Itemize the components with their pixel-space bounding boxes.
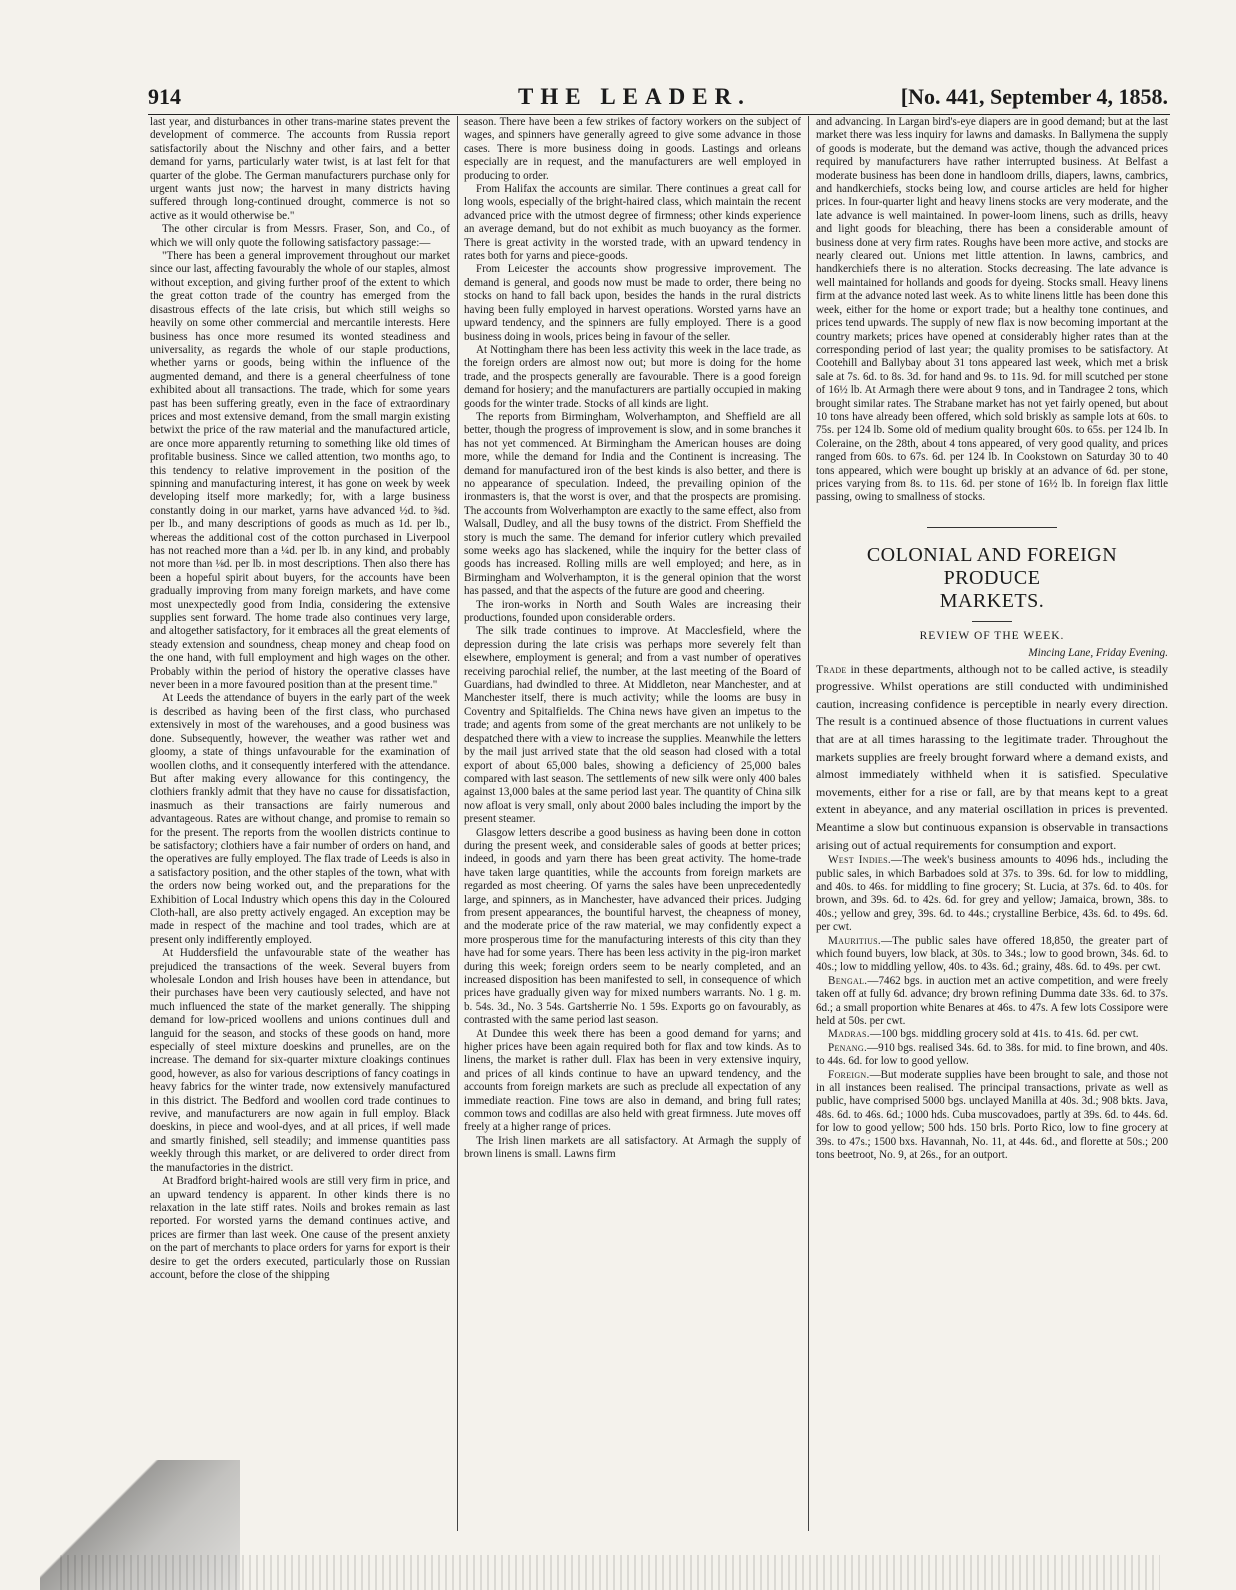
paragraph: The reports from Birmingham, Wolverhampton, and Sheffield are all better, though the progress of improvement is slow, and in some branches it has not yet commenced. At Birmingham the American houses are doing more, while the demand for India and the Continent is increasing. The demand for manufactured iron of the best kinds is also better, and there is no appearance of speculation. Indeed, the prevailing opinion of the ironmasters is, that the worst is over, and that the prospects are promising. The accounts from Wolverhampton are exactly to the same effect, also from Walsall, Dudley, and all the busy towns of the district. From Sheffield the story is much the same. The demand for inferior cutlery which prevailed some weeks ago has slackened, while the inquiry for the better class of goods has increased. Rolling mills are well employed; and here, as in Birmingham and Wolverhampton, it is the general opinion that the worst has passed, and that the aspects of the future are good and cheering. (464, 410, 801, 598)
page-number: 914 (148, 84, 181, 109)
market-paragraph (816, 975, 1168, 1029)
market-lead: Madras. (828, 1028, 870, 1041)
paragraph: At Dundee this week there has been a good demand for yarns; and higher prices have been again required both for flax and tow kinds. As to linens, the market is rather dull. Flax has been in very extensive inquiry, and prices of all kinds continue to have an upward tendency, and the accounts from foreign markets are such as preclude all expectation of any immediate reaction. Fine tows are also in demand, and bring full rates; common tows and codillas are also held with great firmness. Jute moves off freely at a higher range of prices. (464, 1027, 801, 1134)
header-rule (148, 114, 1170, 115)
page-header (148, 84, 1168, 114)
section-title (816, 544, 1168, 613)
review-lead: Trade (816, 661, 847, 676)
section-separator (927, 527, 1057, 528)
paragraph: last year, and disturbances in other trans-marine states prevent the development of commerce. The accounts from Russia report satisfactorily about the Nischny and other fairs, and a better demand for yarns, particularly water twist, is at last felt for that quarter of the globe. The German manufacturers purchase only for urgent wants just now; the harvest in many districts having suffered through long-continued drought, commerce is not so active as it would otherwise be." (150, 116, 450, 222)
paragraph: At Nottingham there has been less activity this week in the lace trade, as the foreign orders are almost now out; but more is doing for the home trade, and the prospects generally are favourable. There is a good foreign demand for hosiery; and the manufacturers are partially occupied in making goods for the winter trade. Stocks of all kinds are light. (464, 343, 801, 410)
paragraph: season. There have been a few strikes of factory workers on the subject of wages, and spinners have generally agreed to give some advance in those cases. There is more business doing in goods. Lastings and orleans especially are in request, and the manufacturers are well employed in producing to order. (464, 116, 801, 182)
paragraph: From Halifax the accounts are similar. There continues a great call for long wools, especially of the bright-haired class, which maintain the recent advanced price with the utmost degree of firmness; other kinds experience an average demand, but do not exhibit as much buoyancy as the former. There is great activity in the worsted trade, with an upward tendency in rates both for yarns and piece-goods. (464, 183, 801, 263)
market-body: —100 bgs. middling grocery sold at 41s. to 41s. 6d. per cwt. (869, 1028, 1139, 1041)
paragraph: and advancing. In Largan bird's-eye diapers are in good demand; but at the last market there was less inquiry for lawns and damasks. In Ballymena the supply of goods is moderate, but the demand was active, though the advanced prices required by manufacturers have rather interrupted business. At Belfast a moderate business has been done in handloom drills, diapers, lawns, cambrics, and handkerchiefs, stocks being low, and course articles are held for higher prices. In four-quarter light and heavy linens stocks are very moderate, and the late advance is well maintained. In power-loom linens, such as drills, heavy and light goods for bleaching, there has been a considerable amount of business done at very firm rates. Roughs have been more active, and stocks are nearly cleared out. Unions met little attention. In lawns, cambrics, and handkerchiefs there is no alteration. Stocks decreasing. The late advance is well maintained for hollands and goods for dyeing. Stocks small. Heavy linens firm at the advance noted last week. As to white linens little has been done this week, either for the home or export trade; but a healthy tone continues, and prices tend upwards. The supply of new flax is now becoming important at the country markets; prices have opened at considerably higher rates than at the corresponding period of last year; the quality promises to be satisfactory. At Cootehill and Ballybay about 31 tons appeared last week, which met a brisk sale at 7s. 6d. to 8s. 3d. for hand and 9s. to 11s. 9d. for mill scutched per stone of 16½ lb. At Armagh there were about 9 tons, and in Tandragee 2 tons, which brought similar rates. The Strabane market has not yet fairly opened, but about 10 tons have already been offered, which sold briskly as sample lots at 60s. to 75s. per 124 lb. Some old of medium quality brought 60s. to 65s. per 124 lb. In Coleraine, on the 28th, about 4 tons appeared, of very good quality, and prices ranged from 60s. to 67s. 6d. per 124 lb. In Cookstown on Saturday 30 to 40 tons appeared, which were bought up briskly at an advance of 6d. per stone, prices varying from 8s. to 11s. 6d. per stone of 16½ lb. In foreign flax little passing, owing to smallness of stocks. (816, 116, 1168, 504)
paragraph: From Leicester the accounts show progressive improvement. The demand is general, and goods now must be made to order, there being no stocks on hand to fall back upon, besides the hands in the rural districts having been fully employed in harvest operations. Worsted yarns have an upward tendency, and the spinners are fully employed. There is a good business doing in wools, prices being in favour of the seller. (464, 263, 801, 343)
market-body: —The week's business amounts to 4096 hds., including the public sales, in which Barbadoes sold at 37s. to 39s. 6d. for low to middling, and 40s. to 46s. for middling to fine grocery; St. Lucia, at 37s. 6d. to 40s. for brown, and 39s. 6d. to 42s. 6d. for grey and yellow; Jamaica, brown, 38s. to 40s.; yellow and grey, 39s. 6d. to 44s.; crystalline Berbice, 43s. 6d. to 49s. 6d. per cwt. (816, 854, 1168, 934)
market-paragraph (816, 935, 1168, 975)
masthead-title: THE LEADER. (518, 84, 751, 109)
market-body: —But moderate supplies have been brought to sale, and those not in all instances been realised. The principal transactions, private as well as public, have comprised 5000 bgs. unclayed Manilla at 40s. 3d.; 908 bkts. Java, 48s. 6d. to 46s. 6d.; 1000 hds. Cuba muscovadoes, partly at 39s. 6d. to 44s. 6d. for low to good yellow; 500 hds. 150 brls. Porto Rico, low to fine grocery at 39s. to 47s.; 1500 bxs. Havannah, No. 11, at 44s. 6d., and florette at 50s.; 200 tons beetroot, No. 9, at 26s., for an outport. (816, 1068, 1168, 1162)
paragraph: The Irish linen markets are all satisfactory. At Armagh the supply of brown linens is small. Lawns firm (464, 1134, 801, 1161)
market-body: —910 bgs. realised 34s. 6d. to 38s. for mid. to fine brown, and 40s. to 44s. 6d. for low to good yellow. (816, 1041, 1168, 1068)
market-paragraph (816, 1042, 1168, 1069)
section-title-line-1: COLONIAL AND FOREIGN PRODUCE (866, 543, 1118, 589)
paragraph: Glasgow letters describe a good business as having been done in cotton during the present week, and considerable sales of goods at better prices; indeed, in goods and yarn there has been great activity. The home-trade have taken large quantities, while the accounts from foreign markets are regarded as most cheering. Of yarns the sales have been unprecedentedly large, and spinners, as in Manchester, have advanced their prices. Judging from present appearances, the bountiful harvest, the cheapness of money, and the moderate price of the raw material, we may confidently expect a more prosperous time for the manufacturing interests of this city than they have had for some years. There has been less activity in the pig-iron market during this week; foreign orders seem to be nearly completed, and an increased disposition has been manifested to sell, in consequence of which prices have gradually given way for mixed numbers warrants. No. 1 g. m. b. 54s. 3d., No. 3 54s. Gartsherrie No. 1 59s. Exports go on favourably, as contrasted with the same period last season. (464, 826, 801, 1027)
market-paragraph (816, 1069, 1168, 1163)
paragraph: At Bradford bright-haired wools are still very firm in price, and an upward tendency is apparent. In other kinds there is no relaxation in the late stiff rates. Noils and brokes remain as last reported. For worsted yarns the demand continues active, and prices are firmer than last week. One cause of the present anxiety on the part of merchants to place orders for yarns for export is their desire to get the orders executed, particularly those on Russian account, before the close of the shipping (150, 1175, 450, 1281)
section-title-line-2: MARKETS. (939, 589, 1045, 612)
review-body: in these departments, although not to be called active, is steadily progressive. Whilst operations are still conducted with undiminished caution, increasing confidence is perceptible in nearly every direction. The result is a continued absence of those fluctuations in current values that are at all times harassing to the legitimate trader. Throughout the markets supplies are freely brought forward where a demand exists, and almost immediately withheld when it is satisfied. Speculative movements, either for a rise or fall, are by that means kept to a great extent in abeyance, and any material oscillation in prices is prevented. Meantime a slow but continuous expansion is observable in transactions arising out of actual requirements for consumption and export. (816, 661, 1168, 852)
issue-line: [No. 441, September 4, 1858. (900, 84, 1168, 109)
market-lead: Bengal. (828, 974, 868, 987)
market-lead: Foreign. (828, 1068, 870, 1081)
column-divider-1 (457, 116, 458, 1531)
paragraph: "There has been a general improvement throughout our market since our last, affecting favourably the whole of our staples, almost without exception, and giving further proof of the extent to which the great cotton trade of the country has emerged from the disastrous effects of the late crisis, but which still weighs so heavily on some other commercial and mercantile interests. Here business has once more resumed its wonted steadiness and universality, as regards the whole of our staple productions, whether yarns or goods, being within the influence of the augmented demand, and there is a general cheerfulness of tone exhibited about all transactions. The trade, which for some years past has been suffering greatly, even in the face of extraordinary prices and most extensive demand, from the small margin existing betwixt the price of the raw material and the manufactured article, are once more apparently returning to something like old times of profitable business. Since we called attention, two months ago, to this tendency to relative improvement in the position of the spinning and manufacturing interest, it has gone on week by week developing itself more markedly; for, with a large business constantly doing in our market, yarns have advanced ½d. to ⅜d. per lb., and many descriptions of goods as much as 1d. per lb., whereas the additional cost of the cotton purchased in Liverpool has not reached more than a ¼d. per lb. in any kind, and probably not more than ⅛d. per lb. in most descriptions. Then also there has been a hopeful spirit about buyers, for the accounts have been gradually improving from many foreign markets, and have come most unexpectedly good from India, considering the extensive supplies sent forward. The home trade also continues very large, and altogether satisfactory, for it embraces all the great elements of steady extension and soundness, cheap money and cheap food on the one hand, with full employment and high wages on the other. Probably within the period of history the operative classes have never been in a more favoured position than at the present time." (150, 250, 450, 692)
column-divider-2 (808, 116, 809, 1531)
column-3 (816, 116, 1168, 1536)
market-lead: Penang. (828, 1041, 868, 1054)
paragraph: At Huddersfield the unfavourable state of the weather has prejudiced the transactions of the week. Several buyers from wholesale London and Irish houses have been in attendance, but their purchases have been very cautiously selected, and have not much influenced the state of the market generally. The shipping demand for low-priced woollens and unions continues dull and languid for the season, and stocks of these goods on hand, more especially of steel mixture doeskins and prunelles, are on the increase. The demand for six-quarter mixture cloakings continues good, however, as also for various descriptions of fancy coatings in heavy fabrics for the winter trade, now extensively manufactured in this district. The Bedford and woollen cord trade continues to revive, and manufacturers are now again in full employ. Black doeskins, in piece and wool-dyes, and at all prices, if well made and smartly finished, sell steadily; and immense quantities pass weekly through this market, or are delivered to order direct from the manufactories in the district. (150, 947, 450, 1174)
column-2 (464, 116, 801, 1536)
paragraph: The other circular is from Messrs. Fraser, Son, and Co., of which we will only quote the following satisfactory passage:— (150, 223, 450, 249)
paragraph: At Leeds the attendance of buyers in the early part of the week is described as having been of the first class, who purchased extensively in most of the warehouses, and a good business was done. Subsequently, however, the weather was rather wet and gloomy, a state of things unfavourable for the examination of woollen cloths, and it consequently interfered with the attendance. But after making every allowance for this contingency, the clothiers frankly admit that they have no cause for dissatisfaction, inasmuch as their transactions are fairly numerous and advantageous. Rates are without change, and promise to remain so for the present. The reports from the woollen districts continue to be satisfactory; clothiers have a fair number of orders on hand, and the operatives are fully employed. The flax trade of Leeds is also in a satisfactory position, and the other staples of the town, what with the orders now being worked out, and the preparations for the Exhibition of Local Industry which opens this day in the Coloured Cloth-hall, are also pretty actively engaged. An exception may be made in respect of the machine and tool trades, which are at present only indifferently employed. (150, 692, 450, 946)
review-paragraph (816, 661, 1168, 855)
market-lead: West Indies. (828, 854, 891, 867)
column-1 (150, 116, 450, 1536)
short-separator (972, 621, 1012, 622)
dateline: Mincing Lane, Friday Evening. (1028, 647, 1168, 660)
scan-noise-strip (60, 1555, 1160, 1590)
review-subtitle: REVIEW OF THE WEEK. (919, 629, 1065, 642)
market-body: —The public sales have offered 18,850, the greater part of which found buyers, low black, at 30s. to 34s.; low to good brown, 34s. 6d. to 40s.; low to middling yellow, 40s. to 43s. 6d.; grainy, 48s. 6d. to 49s. per cwt. (816, 934, 1168, 974)
market-lead: Mauritius. (828, 934, 881, 947)
market-paragraph (816, 854, 1168, 934)
market-paragraph (816, 1028, 1168, 1041)
paragraph: The iron-works in North and South Wales are increasing their productions, founded upon considerable orders. (464, 598, 801, 625)
market-body: —7462 bgs. in auction met an active competition, and were freely taken off at fully 6d. advance; dry brown refining Dumma date 33s. 6d. to 37s. 6d.; a small proportion white Benares at 46s. to 47s. A few lots Cossipore were held at 50s. per cwt. (816, 974, 1168, 1027)
paragraph: The silk trade continues to improve. At Macclesfield, where the depression during the late crisis was perhaps more severely felt than elsewhere, employment is general; and from a vast number of operatives receiving parochial relief, the number, at the last meeting of the Board of Guardians, had dwindled to three. At Middleton, near Manchester, and at Manchester itself, there is much activity; while the looms are busy in Coventry and Spitalfields. The China news have given an impetus to the trade; and agents from some of the great merchants are not unlikely to be despatched there with a view to increase the supplies. Meanwhile the letters by the mail just arrived state that the old season had closed with a total export of about 65,000 bales, showing a deficiency of 25,000 bales compared with last season. The settlements of new silk were only 400 bales against 13,000 bales at the same period last year. The quantity of China silk now afloat is very small, only about 2000 bales including the import by the present steamer. (464, 625, 801, 826)
